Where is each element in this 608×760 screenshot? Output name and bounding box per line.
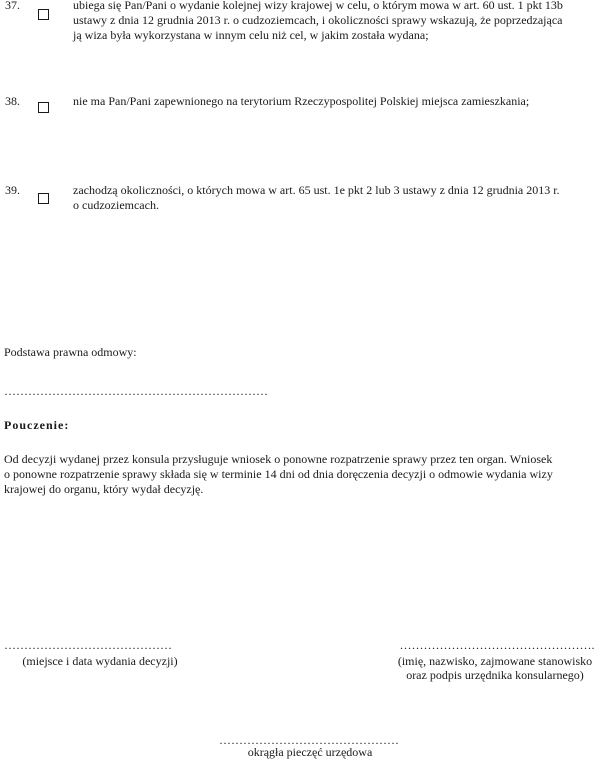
stamp-field[interactable]: ………………………………………: [219, 733, 399, 747]
item-line: zachodzą okoliczności, o których mowa w art. 65 ust. 1e pkt 2 lub 3 ustawy z dnia 12 grudnia 2013 r.: [73, 183, 560, 197]
item-number: 37.: [5, 0, 20, 12]
item-line: o cudzoziemcach.: [73, 198, 159, 212]
instruction-line: krajowej do organu, który wydał decyzję.: [4, 482, 204, 496]
item-line: nie ma Pan/Pani zapewnionego na terytorium Rzeczypospolitej Polskiej miejsca zamieszkania;: [73, 94, 530, 108]
item-line: ubiega się Pan/Pani o wydanie kolejnej wizy krajowej w celu, o którym mowa w art. 60 ust. 1 pkt 13b: [73, 0, 563, 12]
item-number: 38.: [5, 94, 20, 108]
officer-caption-line-2: oraz podpis urzędnika konsularnego): [406, 668, 584, 682]
item-text-39: [73, 183, 603, 213]
checkbox-item-37[interactable]: [38, 9, 49, 20]
instruction-line: o ponowne rozpatrzenie sprawy składa się w terminie 14 dni od dnia doręczenia decyzji o odmowie wydania wizy: [4, 467, 553, 481]
place-date-caption: (miejsce i data wydania decyzji): [22, 654, 178, 668]
officer-signature-field[interactable]: ………………………………………….: [399, 638, 595, 652]
checkbox-item-39[interactable]: [38, 193, 49, 204]
item-line: ustawy z dnia 12 grudnia 2013 r. o cudzoziemcach, i okoliczności sprawy wskazują, że poprzedzająca: [73, 13, 563, 27]
item-line: ją wiza była wykorzystana w innym celu niż cel, w jakim została wydana;: [73, 28, 429, 42]
place-date-field[interactable]: ……………………………………: [4, 638, 172, 652]
officer-caption-line-1: (imię, nazwisko, zajmowane stanowisko: [397, 654, 593, 668]
instruction-heading: Pouczenie:: [4, 418, 70, 432]
checkbox-item-38[interactable]: [38, 102, 49, 113]
item-text-38: [73, 94, 603, 109]
legal-basis-label: Podstawa prawna odmowy:: [4, 345, 137, 359]
item-number: 39.: [5, 183, 20, 197]
instruction-text: [4, 452, 604, 497]
legal-basis-field[interactable]: …………………………………………………………: [4, 384, 268, 398]
item-text-37: [73, 0, 603, 43]
instruction-line: Od decyzji wydanej przez konsula przysługuje wniosek o ponowne rozpatrzenie sprawy przez ten organ. Wniosek: [4, 452, 553, 466]
stamp-caption: okrągła pieczęć urzędowa: [247, 745, 373, 759]
